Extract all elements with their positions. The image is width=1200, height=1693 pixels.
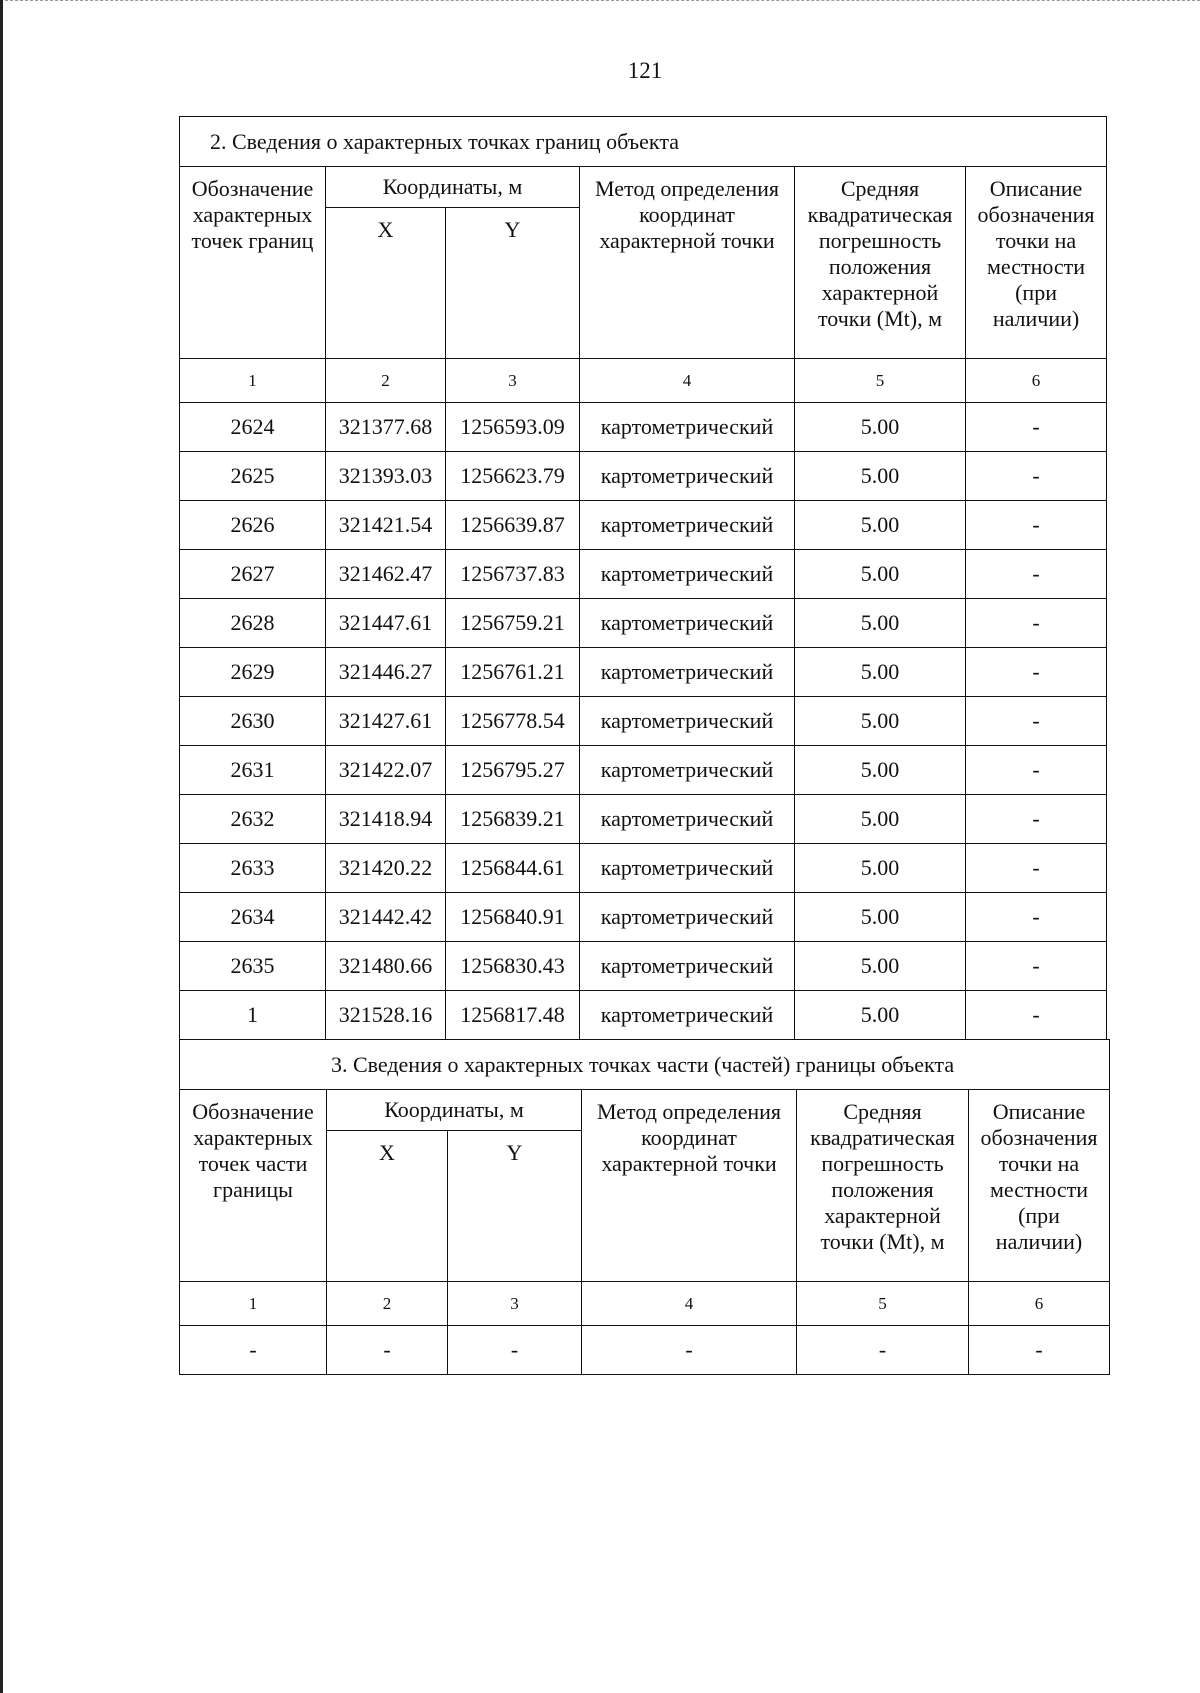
method-cell: картометрический <box>580 991 795 1040</box>
accuracy-cell: 5.00 <box>795 501 966 550</box>
header-x: X <box>326 208 446 359</box>
column-number: 1 <box>180 359 326 403</box>
header-coordinates: Координаты, м <box>327 1090 582 1131</box>
point-id-cell: 2634 <box>180 893 326 942</box>
column-number: 5 <box>795 359 966 403</box>
header-designation: Обозначение характерных точек части границы <box>180 1090 327 1282</box>
y-coordinate-cell: 1256593.09 <box>446 403 580 452</box>
boundary-points-table <box>179 116 1107 1040</box>
accuracy-cell: 5.00 <box>795 599 966 648</box>
description-cell: - <box>966 746 1107 795</box>
x-coordinate-cell: 321377.68 <box>326 403 446 452</box>
table-row <box>180 501 1107 550</box>
y-coordinate-cell: 1256795.27 <box>446 746 580 795</box>
y-coordinate-cell: 1256759.21 <box>446 599 580 648</box>
column-number: 2 <box>326 359 446 403</box>
accuracy-cell: 5.00 <box>795 746 966 795</box>
header-description: Описание обозначения точки на местности (при наличии) <box>966 167 1107 359</box>
header-method: Метод определения координат характерной точки <box>580 167 795 359</box>
point-id-cell: 2627 <box>180 550 326 599</box>
column-number: 5 <box>797 1282 969 1326</box>
table-row <box>180 746 1107 795</box>
accuracy-cell: 5.00 <box>795 403 966 452</box>
header-x: X <box>327 1131 448 1282</box>
method-cell: картометрический <box>580 844 795 893</box>
description-cell: - <box>966 697 1107 746</box>
header-accuracy: Средняя квадратическая погрешность положения характерной точки (Mt), м <box>795 167 966 359</box>
column-number: 4 <box>582 1282 797 1326</box>
point-id-cell: 2633 <box>180 844 326 893</box>
description-cell: - <box>966 893 1107 942</box>
y-coordinate-cell: 1256778.54 <box>446 697 580 746</box>
description-cell: - <box>966 942 1107 991</box>
header-y: Y <box>446 208 580 359</box>
method-cell: картометрический <box>580 599 795 648</box>
column-number: 3 <box>448 1282 582 1326</box>
table-row <box>180 403 1107 452</box>
point-id-cell: 2626 <box>180 501 326 550</box>
method-cell: картометрический <box>580 893 795 942</box>
point-id-cell: 2628 <box>180 599 326 648</box>
y-coordinate-cell: - <box>448 1326 582 1375</box>
description-cell: - <box>966 403 1107 452</box>
table-row <box>180 452 1107 501</box>
table-row <box>180 942 1107 991</box>
method-cell: картометрический <box>580 550 795 599</box>
y-coordinate-cell: 1256840.91 <box>446 893 580 942</box>
column-number: 4 <box>580 359 795 403</box>
part-boundary-points-table <box>179 1039 1110 1375</box>
x-coordinate-cell: 321442.42 <box>326 893 446 942</box>
point-id-cell: 2629 <box>180 648 326 697</box>
x-coordinate-cell: 321480.66 <box>326 942 446 991</box>
table-row <box>180 795 1107 844</box>
method-cell: картометрический <box>580 697 795 746</box>
accuracy-cell: - <box>797 1326 969 1375</box>
table-row <box>180 599 1107 648</box>
column-number: 6 <box>966 359 1107 403</box>
x-coordinate-cell: 321421.54 <box>326 501 446 550</box>
point-id-cell: 2625 <box>180 452 326 501</box>
section-3-title: 3. Сведения о характерных точках части (частей) границы объекта <box>180 1040 1110 1090</box>
x-coordinate-cell: 321422.07 <box>326 746 446 795</box>
description-cell: - <box>966 795 1107 844</box>
column-number: 2 <box>327 1282 448 1326</box>
header-coordinates: Координаты, м <box>326 167 580 208</box>
x-coordinate-cell: 321418.94 <box>326 795 446 844</box>
x-coordinate-cell: 321393.03 <box>326 452 446 501</box>
header-designation: Обозначение характерных точек границ <box>180 167 326 359</box>
y-coordinate-cell: 1256839.21 <box>446 795 580 844</box>
point-id-cell: - <box>180 1326 327 1375</box>
table-row <box>180 648 1107 697</box>
y-coordinate-cell: 1256737.83 <box>446 550 580 599</box>
x-coordinate-cell: 321462.47 <box>326 550 446 599</box>
method-cell: картометрический <box>580 452 795 501</box>
point-id-cell: 2631 <box>180 746 326 795</box>
point-id-cell: 2630 <box>180 697 326 746</box>
x-coordinate-cell: - <box>327 1326 448 1375</box>
method-cell: - <box>582 1326 797 1375</box>
y-coordinate-cell: 1256623.79 <box>446 452 580 501</box>
section-2-title: 2. Сведения о характерных точках границ объекта <box>180 117 1107 167</box>
point-id-cell: 2632 <box>180 795 326 844</box>
description-cell: - <box>966 501 1107 550</box>
scan-edge-top <box>0 0 1200 9</box>
point-id-cell: 2624 <box>180 403 326 452</box>
page-number: 121 <box>627 58 663 83</box>
x-coordinate-cell: 321447.61 <box>326 599 446 648</box>
table-row <box>180 697 1107 746</box>
column-number: 1 <box>180 1282 327 1326</box>
x-coordinate-cell: 321446.27 <box>326 648 446 697</box>
accuracy-cell: 5.00 <box>795 452 966 501</box>
method-cell: картометрический <box>580 403 795 452</box>
y-coordinate-cell: 1256761.21 <box>446 648 580 697</box>
method-cell: картометрический <box>580 942 795 991</box>
header-description: Описание обозначения точки на местности (при наличии) <box>969 1090 1110 1282</box>
accuracy-cell: 5.00 <box>795 550 966 599</box>
description-cell: - <box>966 550 1107 599</box>
column-numbers-row <box>180 1282 1110 1326</box>
x-coordinate-cell: 321427.61 <box>326 697 446 746</box>
method-cell: картометрический <box>580 746 795 795</box>
y-coordinate-cell: 1256817.48 <box>446 991 580 1040</box>
header-y: Y <box>448 1131 582 1282</box>
description-cell: - <box>966 599 1107 648</box>
accuracy-cell: 5.00 <box>795 991 966 1040</box>
y-coordinate-cell: 1256830.43 <box>446 942 580 991</box>
accuracy-cell: 5.00 <box>795 893 966 942</box>
description-cell: - <box>966 844 1107 893</box>
description-cell: - <box>966 648 1107 697</box>
column-number: 6 <box>969 1282 1110 1326</box>
x-coordinate-cell: 321420.22 <box>326 844 446 893</box>
method-cell: картометрический <box>580 648 795 697</box>
table-row <box>180 844 1107 893</box>
table-row <box>180 893 1107 942</box>
column-numbers-row <box>180 359 1107 403</box>
description-cell: - <box>966 991 1107 1040</box>
accuracy-cell: 5.00 <box>795 942 966 991</box>
header-method: Метод определения координат характерной точки <box>582 1090 797 1282</box>
description-cell: - <box>969 1326 1110 1375</box>
point-id-cell: 1 <box>180 991 326 1040</box>
method-cell: картометрический <box>580 501 795 550</box>
point-id-cell: 2635 <box>180 942 326 991</box>
header-accuracy: Средняя квадратическая погрешность положения характерной точки (Mt), м <box>797 1090 969 1282</box>
table-row <box>180 1326 1110 1375</box>
table-row <box>180 991 1107 1040</box>
accuracy-cell: 5.00 <box>795 697 966 746</box>
column-number: 3 <box>446 359 580 403</box>
table-row <box>180 550 1107 599</box>
accuracy-cell: 5.00 <box>795 648 966 697</box>
scan-edge-left <box>0 0 3 1693</box>
y-coordinate-cell: 1256844.61 <box>446 844 580 893</box>
description-cell: - <box>966 452 1107 501</box>
accuracy-cell: 5.00 <box>795 844 966 893</box>
accuracy-cell: 5.00 <box>795 795 966 844</box>
y-coordinate-cell: 1256639.87 <box>446 501 580 550</box>
x-coordinate-cell: 321528.16 <box>326 991 446 1040</box>
method-cell: картометрический <box>580 795 795 844</box>
